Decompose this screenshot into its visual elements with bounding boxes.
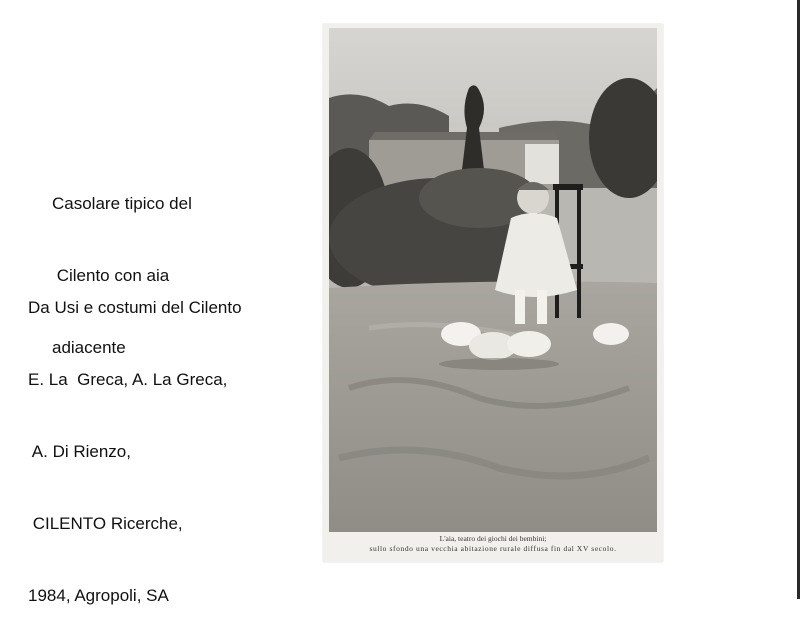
citation-line: Da Usi e costumi del Cilento: [28, 298, 242, 317]
photo-caption-line: L'aia, teatro dei giochi dei bembini;: [439, 534, 547, 543]
citation-line: CILENTO Ricerche,: [28, 514, 183, 533]
citation-line: 1984, Agropoli, SA: [28, 586, 169, 605]
farmhouse-photo: [329, 28, 657, 532]
chicken: [507, 331, 551, 357]
photo-illustration: [329, 28, 657, 532]
farmhouse-roof: [369, 132, 559, 140]
threshing-floor: [329, 281, 657, 532]
citation-line: E. La Greca, A. La Greca,: [28, 370, 228, 389]
photo-card: [323, 24, 663, 562]
farmhouse-door: [525, 144, 559, 184]
caption-line: adiacente: [52, 338, 126, 357]
caption-line: Casolare tipico del: [52, 194, 192, 213]
citation-line: A. Di Rienzo,: [28, 442, 131, 461]
photo-caption-line: sullo sfondo una vecchia abitazione rurale diffusa fin dal XV secolo.: [369, 544, 617, 553]
caption-line: Cilento con aia: [52, 266, 170, 285]
source-citation: [28, 248, 308, 632]
chicken: [593, 323, 629, 345]
photo-caption: [323, 534, 663, 554]
